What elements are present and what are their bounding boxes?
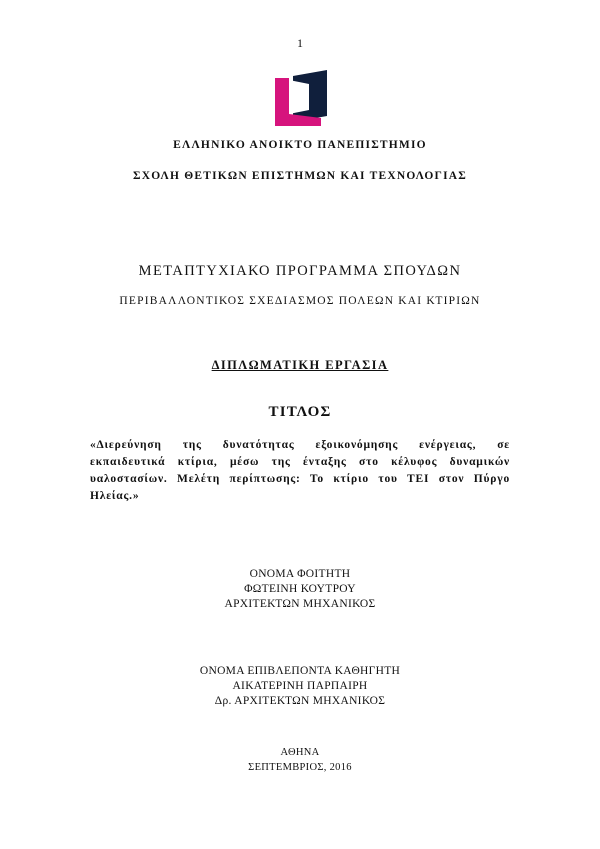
supervisor-label: ΟΝΟΜΑ ΕΠΙΒΛΕΠΟΝΤΑ ΚΑΘΗΓΗΤΗ xyxy=(199,665,401,677)
program-subtitle: ΠΕΡΙΒΑΛΛΟΝΤΙΚΟΣ ΣΧΕΔΙΑΣΜΟΣ ΠΟΛΕΩΝ ΚΑΙ ΚΤΙΡΙΩΝ xyxy=(119,295,481,307)
supervisor-name: ΑΙΚΑΤΕΡΙΝΗ ΠΑΡΠΑΙΡΗ xyxy=(232,680,368,692)
program-title: ΜΕΤΑΠΤΥΧΙΑΚΟ ΠΡΟΓΡΑΜΜΑ ΣΠΟΥΔΩΝ xyxy=(138,263,462,279)
document-type-label: ΔΙΠΛΩΜΑΤΙΚΗ ΕΡΓΑΣΙΑ xyxy=(211,358,389,372)
university-logo-icon xyxy=(275,70,327,126)
document-type xyxy=(0,358,600,373)
thesis-title: «Διερεύνηση της δυνατότητας εξοικονόμησης ενέργειας, σε εκπαιδευτικά κτίρια, μέσω της ένταξης στο κέλυφος δυναμικών υαλοστασίων. Μελέτη περίπτωσης: Το κτίριο του ΤΕΙ στον Πύργο Ηλείας.» xyxy=(90,439,510,502)
university-name: ΕΛΛΗΝΙΚΟ ΑΝΟΙΚΤΟ ΠΑΝΕΠΙΣΤΗΜΙΟ xyxy=(173,139,427,151)
school-name: ΣΧΟΛΗ ΘΕΤΙΚΩΝ ΕΠΙΣΤΗΜΩΝ ΚΑΙ ΤΕΧΝΟΛΟΓΙΑΣ xyxy=(133,170,467,182)
student-block xyxy=(0,567,600,612)
place-date-block xyxy=(0,745,600,775)
page-number: 1 xyxy=(297,36,303,50)
supervisor-role: Δρ. ΑΡΧΙΤΕΚΤΩΝ ΜΗΧΑΝΙΚΟΣ xyxy=(214,695,386,707)
student-role: ΑΡΧΙΤΕΚΤΩΝ ΜΗΧΑΝΙΚΟΣ xyxy=(224,598,376,610)
logo-white-page xyxy=(289,80,309,114)
date: ΣΕΠΤΕΜΒΡΙΟΣ, 2016 xyxy=(248,762,352,773)
student-label: ΟΝΟΜΑ ΦΟΙΤΗΤΗ xyxy=(249,568,351,580)
student-name: ΦΩΤΕΙΝΗ ΚΟΥΤΡΟΥ xyxy=(244,583,356,595)
supervisor-block xyxy=(0,664,600,709)
place: ΑΘΗΝΑ xyxy=(280,747,320,758)
title-label: ΤΙΤΛΟΣ xyxy=(268,404,332,420)
